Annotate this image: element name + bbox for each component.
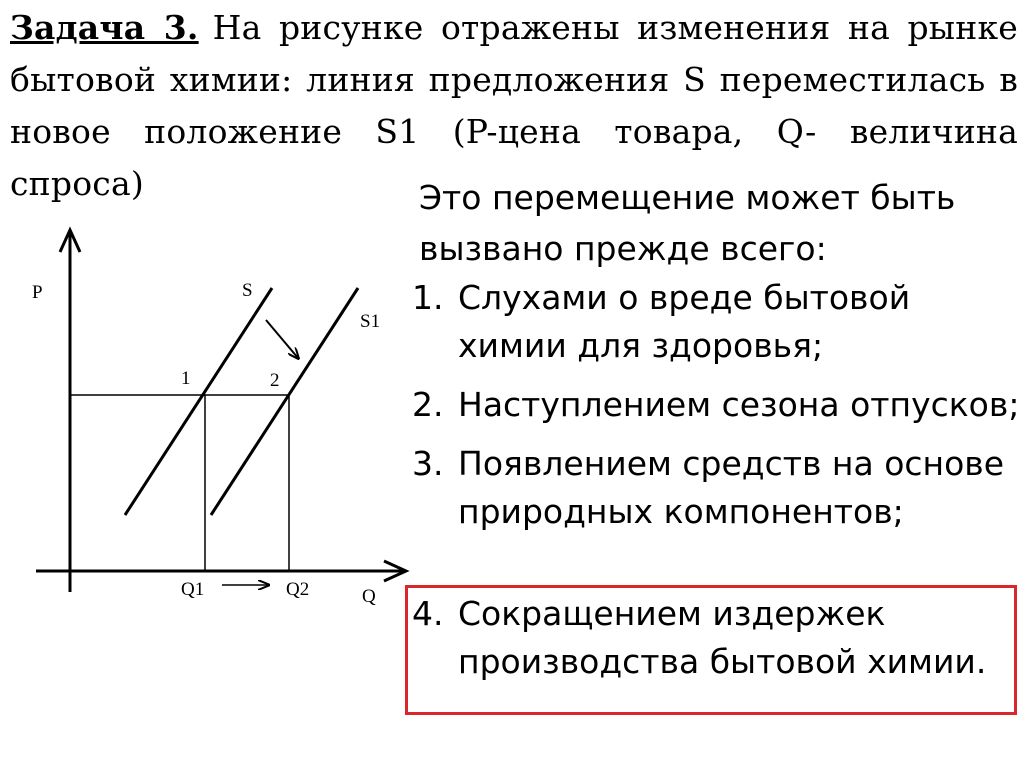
option-number: 4. <box>412 594 444 633</box>
task-label: Задача 3. <box>10 8 199 47</box>
x-axis-label: Q <box>362 586 376 607</box>
q2-label: Q2 <box>286 579 310 600</box>
y-axis-label: P <box>32 282 43 303</box>
option-number: 3. <box>412 444 444 483</box>
option-4[interactable] <box>412 590 1024 686</box>
supply-shift-diagram <box>0 220 420 620</box>
shift-arrow-icon <box>266 320 298 358</box>
option-1[interactable] <box>412 274 1020 370</box>
option-text: Сокращением издержек производства бытовой химии. <box>458 594 987 681</box>
question-text: Это перемещение может быть вызвано прежде всего: <box>419 178 956 268</box>
option-text: Появлением средств на основе природных компонентов; <box>458 444 1005 531</box>
option-number: 2. <box>412 385 444 424</box>
option-number: 1. <box>412 278 444 317</box>
option-3[interactable] <box>412 440 1020 536</box>
option-2[interactable] <box>412 381 1020 429</box>
supply-label: S <box>242 280 253 301</box>
point-1-label: 1 <box>181 368 191 389</box>
new-supply-label: S1 <box>360 311 381 332</box>
q1-label: Q1 <box>181 579 205 600</box>
supply-line-s1 <box>211 288 358 515</box>
option-text: Слухами о вреде бытовой химии для здоровья; <box>458 278 911 365</box>
supply-line-s <box>125 288 272 515</box>
option-text: Наступлением сезона отпусков; <box>458 385 1020 424</box>
task-text: На рисунке отражены изменения на рынке бытовой химии: линия предложения S переместилась в новое положение S1 (P-цена товара, Q- величина спроса) <box>10 8 1018 203</box>
point-2-label: 2 <box>270 370 280 391</box>
answer-options <box>412 274 1020 681</box>
